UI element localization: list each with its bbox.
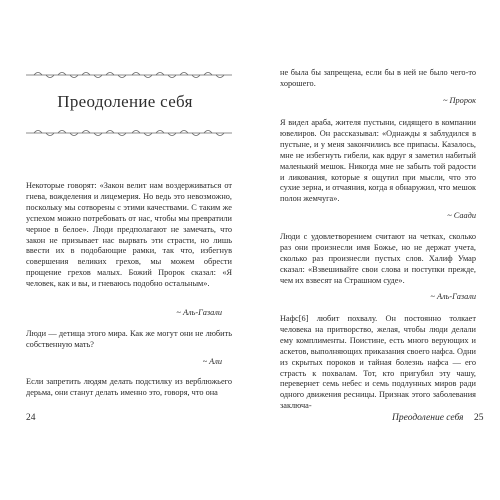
paragraph: Нафс[6] любит похвалу. Он постоянно толкает человека на притворство, желая, чтобы люди делали ему комплименты. Поистине, есть много верующих и аскетов, выполняющих приказания своего нафса. Одни из скрытых пороков и тайная болезнь нафса — его страсть к похвалам. Тот, кто пригубил эту чашу, перевернет семь небес и семь подлунных миров ради одного движения ресницы. Признак этого заболевания заключа- (280, 314, 476, 411)
attribution: ~ Али (202, 357, 222, 366)
attribution: ~ Аль-Газали (176, 308, 222, 317)
paragraph: не была бы запрещена, если бы в ней не было чего-то хорошего. (280, 68, 476, 88)
bottom-ornament (24, 127, 234, 139)
attribution: ~ Саади (447, 211, 476, 220)
vine-ornament-icon (24, 69, 234, 81)
attribution: ~ Пророк (442, 96, 476, 105)
page-number: 24 (26, 413, 36, 423)
top-ornament (24, 69, 234, 81)
paragraph: Люди — детища этого мира. Как же могут они не любить собственную мать? (26, 329, 232, 349)
paragraph: Некоторые говорят: «Закон велит нам воздерживаться от гнева, вожделения и лицемерия. Но ведь это невозможно, поскольку мы сотворены с этими качествами. С таким же успехом можно потребовать от нас, чтобы мы превратили черное в белое». Люди предполагают не замечать, что закон не призывает нас вырвать эти страсти, но лишь ввести их в подобающие рамки, так что, избегнув совершения великих грехов, мы можем обрести прощение грехов малых. Божий Пророк сказал: «Я человек, как и вы, и гневаюсь подобно остальным». (26, 181, 232, 289)
right-page (250, 0, 500, 500)
page-number: 25 (474, 413, 484, 423)
paragraph: Если запретить людям делать подстилку из верблюжьего дерьма, они станут делать именно это, говоря, что она (26, 377, 232, 397)
vine-ornament-icon (24, 127, 234, 139)
attribution: ~ Аль-Газали (430, 292, 476, 301)
paragraph: Люди с удовлетворением считают на четках, сколько раз они произнесли имя Божье, но не держат учета, сколько раз произнесли пустых слов. Халиф Умар сказал: «Взвешивайте свои слова и поступки прежде, чем их взвесят на Страшном суде». (280, 232, 476, 285)
paragraph: Я видел араба, жителя пустыни, сидящего в компании ювелиров. Он рассказывал: «Однажды я заблудился в пустыне, и у меня закончились все припасы. Казалось, мне не избегнуть гибели, как вдруг я заметил набитый маленький мешок. Никогда мне не забыть той радости и ликования, которые я ощутил при мысли, что это сухие зерна, и отчаяния, когда я обнаружил, что мешок полон жемчуга». (280, 118, 476, 204)
running-head: Преодоление себя (392, 413, 464, 423)
chapter-title: Преодоление себя (57, 92, 193, 111)
